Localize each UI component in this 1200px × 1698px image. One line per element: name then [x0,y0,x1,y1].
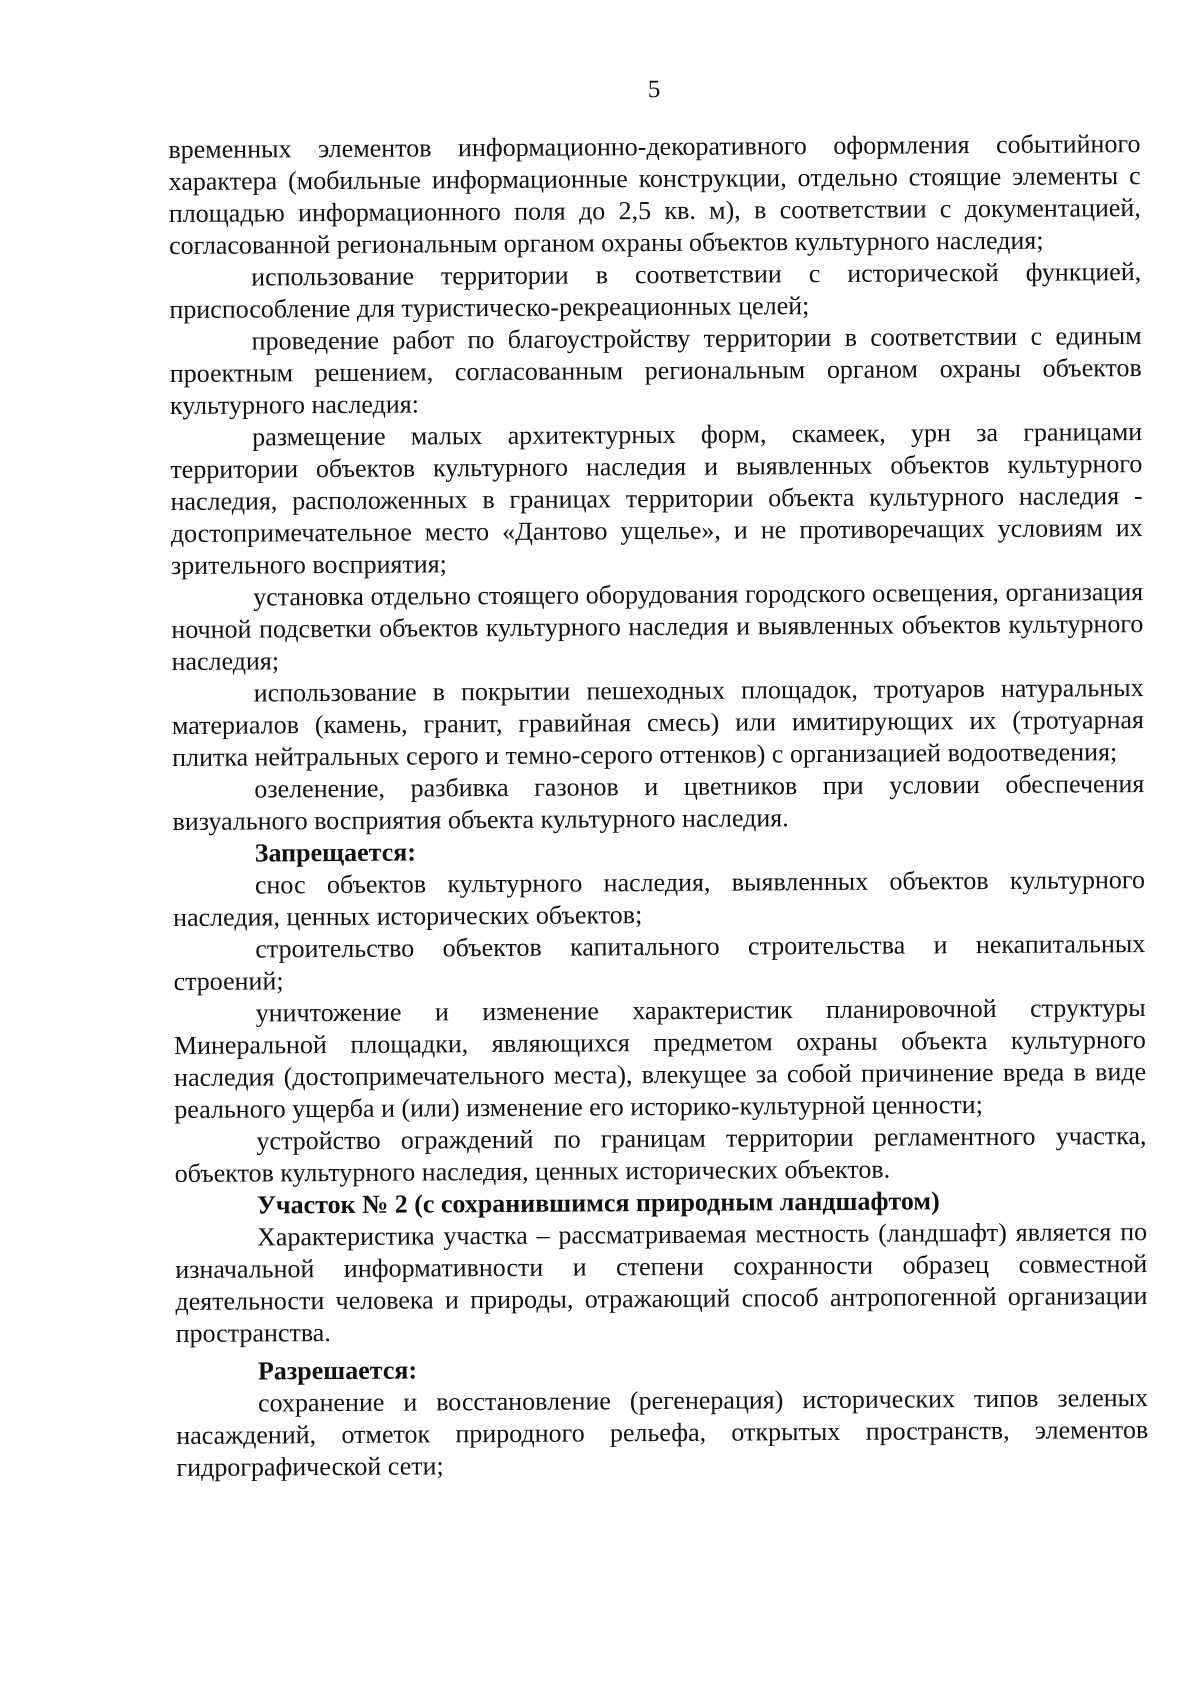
document-page [168,72,1149,1484]
paragraph: использование в покрытии пешеходных площадок, тротуаров натуральных материалов (камень, гранит, гравийная смесь) или имитирующих их (тротуарная плитка нейтральных серого и темно-серого оттенков) с организацией водоотведения; [171,673,1145,772]
paragraph: снос объектов культурного наследия, выявленных объектов культурного наследия, ценных исторических объектов; [173,865,1146,932]
paragraph: озеленение, разбивка газонов и цветников при условии обеспечения визуального восприятия объекта культурного наследия. [172,769,1145,836]
paragraph: размещение малых архитектурных форм, скамеек, урн за границами территории объектов культурного наследия и выявленных объектов культурного наследия, расположенных в границах территории объекта культурного наследия - достопримечательное место «Дантово ущелье», и не противоречащих условиям их зрительного восприятия; [170,417,1143,580]
paragraph: установка отдельно стоящего оборудования городского освещения, организация ночной подсветки объектов культурного наследия и выявленных объектов культурного наследия; [171,577,1144,676]
paragraph: использование территории в соответствии с исторической функцией, приспособление для туристическо-рекреационных целей; [169,257,1142,324]
paragraph: сохранение и восстановление (регенерация) исторических типов зеленых насаждений, отметок природного рельефа, открытых пространств, элементов гидрографической сети; [176,1383,1149,1482]
section-heading-permitted: Разрешается: [257,1355,418,1386]
paragraph: временных элементов информационно-декоративного оформления событийного характера (мобильные информационные конструкции, отдельно стоящие элементы с площадью информационного поля до 2,5 кв. м), в соответствии с документацией, согласованной региональным органом охраны объектов культурного наследия; [168,129,1141,260]
paragraph: устройство ограждений по границам территории регламентного участка, объектов культурного наследия, ценных исторических объектов. [174,1121,1147,1188]
section-heading-plot-2: Участок № 2 (с сохранившимся природным ландшафтом) [256,1186,940,1220]
paragraph: строительство объектов капитального строительства и некапитальных строений; [173,929,1146,996]
page-number: 5 [647,75,661,104]
paragraph: проведение работ по благоустройству территории в соответствии с единым проектным решением, согласованным региональным органом охраны объектов культурного наследия: [169,321,1142,420]
paragraph: Характеристика участка – рассматриваемая местность (ландшафт) является по изначальной информативности и степени сохранности образец совместной деятельности человека и природы, отражающий способ антропогенной организации пространства. [175,1217,1148,1348]
section-heading-prohibited: Запрещается: [254,837,417,868]
paragraph: уничтожение и изменение характеристик планировочной структуры Минеральной площадки, являющихся предметом охраны объекта культурного наследия (достопримечательного места), влекущее за собой причинение вреда в виде реального ущерба и (или) изменение его историко-культурной ценности; [173,993,1147,1124]
